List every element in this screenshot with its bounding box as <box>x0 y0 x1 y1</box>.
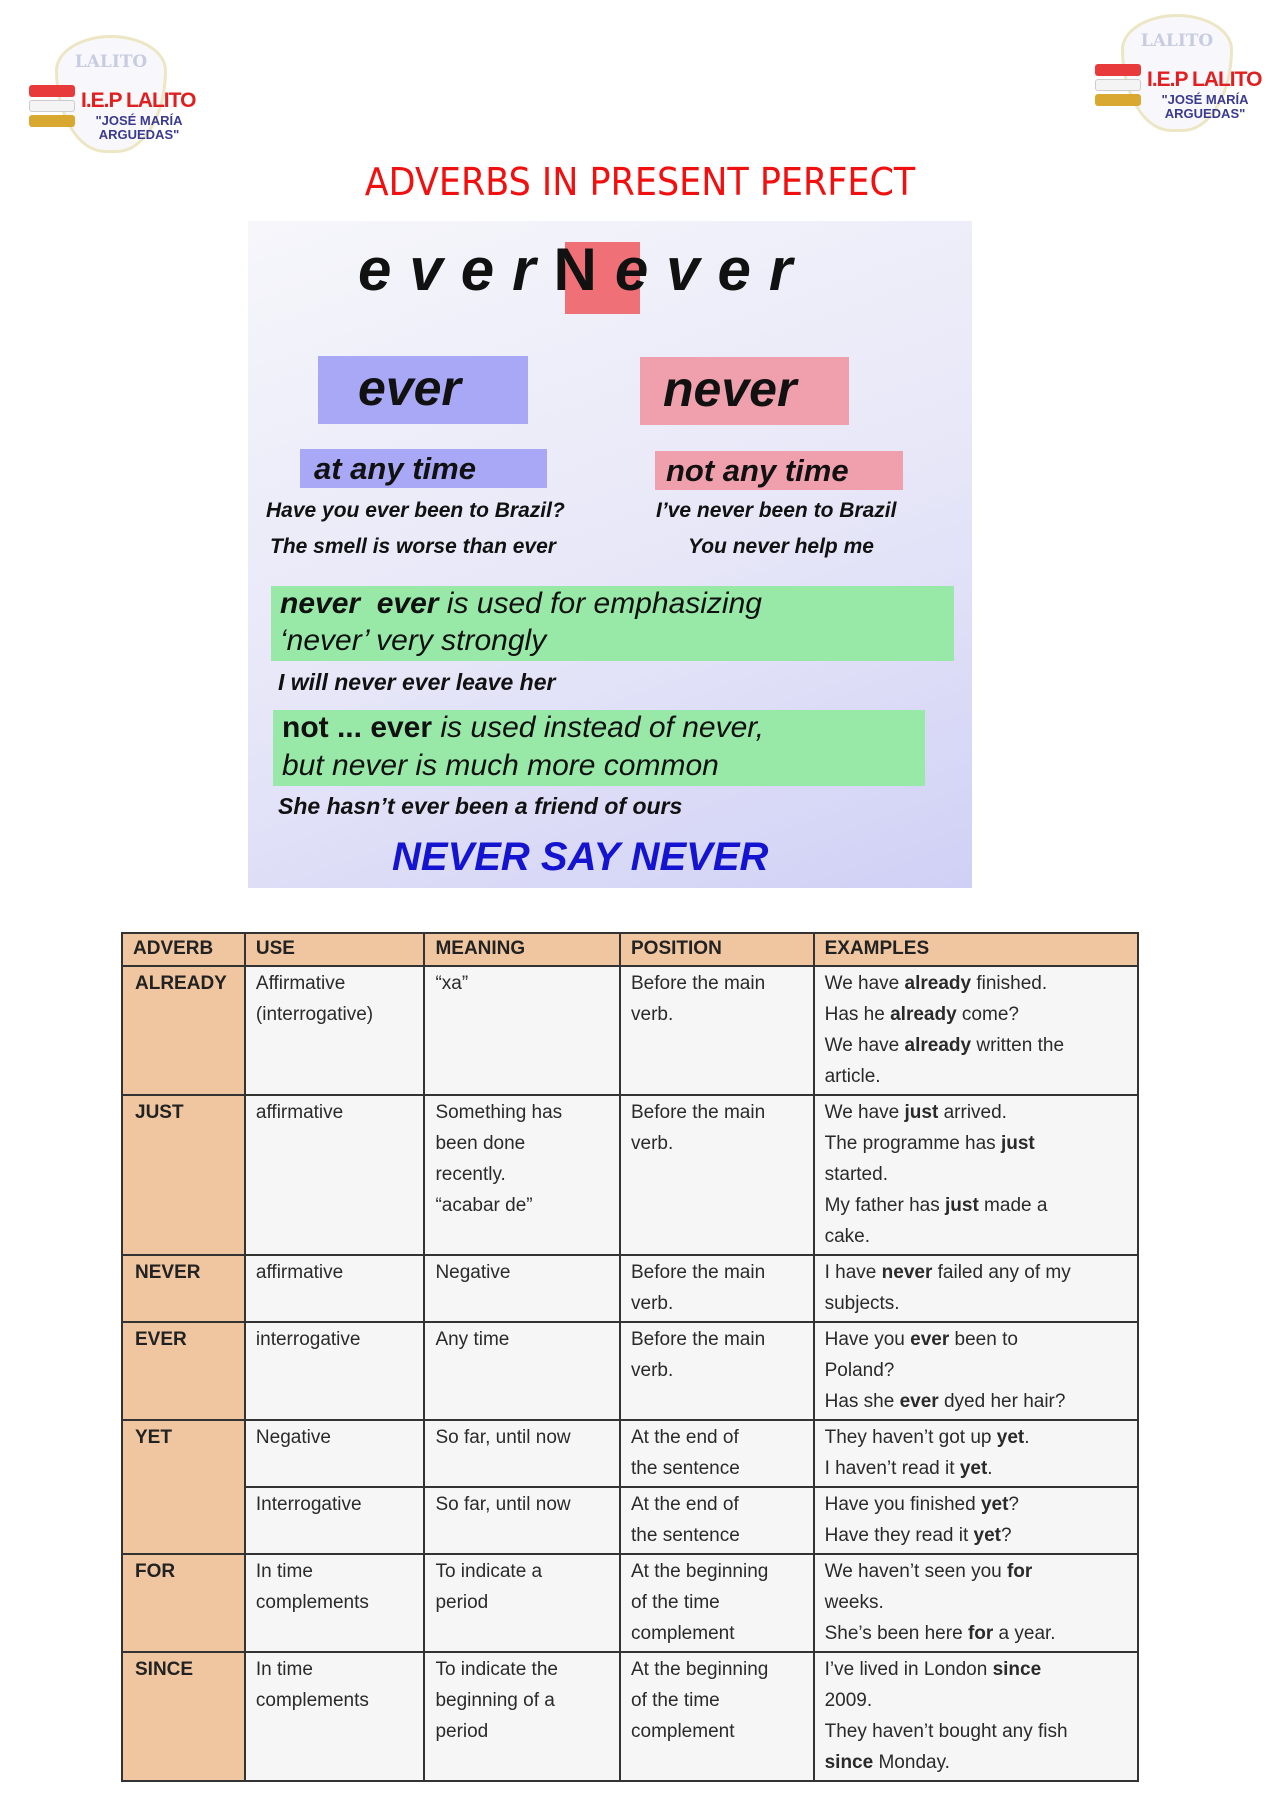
use-cell <box>245 1487 425 1554</box>
note-2-line-1 <box>282 711 764 745</box>
examples-line: I’ve lived in London since <box>824 1659 1042 1680</box>
note-1-bold: never ever <box>280 587 439 620</box>
logo-text: LALITO <box>1140 31 1214 51</box>
examples-line: They haven’t got up yet. <box>824 1427 1030 1448</box>
adverb-cell: NEVER <box>122 1255 245 1322</box>
use-line: affirmative <box>255 1262 344 1283</box>
examples-cell <box>814 1095 1138 1255</box>
position-line: verb. <box>631 1004 674 1025</box>
logo-text: LALITO <box>74 52 148 72</box>
use-line: (interrogative) <box>255 1004 374 1025</box>
table-row <box>122 1255 1138 1322</box>
meaning-cell <box>424 1652 620 1781</box>
meaning-line: Any time <box>435 1329 510 1350</box>
use-line: In time <box>255 1561 313 1582</box>
column-header: USE <box>245 933 425 966</box>
use-cell <box>245 1652 425 1781</box>
column-header: EXAMPLES <box>814 933 1138 966</box>
position-line: of the time <box>631 1690 720 1711</box>
examples-line: We have already finished. <box>824 973 1048 994</box>
table-row <box>122 1652 1138 1781</box>
examples-line: started. <box>824 1164 888 1185</box>
position-line: At the beginning <box>631 1659 769 1680</box>
table-row <box>122 1095 1138 1255</box>
use-line: interrogative <box>255 1329 361 1350</box>
logo-name: I.E.P LALITO <box>1147 68 1262 91</box>
examples-cell <box>814 1420 1138 1487</box>
poster-headline <box>358 235 810 304</box>
meaning-line: So far, until now <box>435 1494 571 1515</box>
examples-line: subjects. <box>824 1293 900 1314</box>
meaning-line: period <box>435 1721 489 1742</box>
logo-name: I.E.P LALITO <box>81 89 196 112</box>
meaning-cell <box>424 1322 620 1420</box>
meaning-cell <box>424 966 620 1095</box>
meaning-cell <box>424 1487 620 1554</box>
position-cell <box>620 1652 814 1781</box>
note-2-example: She hasn’t ever been a friend of ours <box>278 793 683 819</box>
meaning-line: period <box>435 1592 489 1613</box>
use-cell <box>245 1255 425 1322</box>
position-line: Before the main <box>631 1262 766 1283</box>
position-cell <box>620 1255 814 1322</box>
use-line: Affirmative <box>255 973 346 994</box>
school-logo-left <box>21 35 197 153</box>
adverb-cell: SINCE <box>122 1652 245 1781</box>
column-header: MEANING <box>424 933 620 966</box>
examples-cell <box>814 966 1138 1095</box>
examples-line: Has he already come? <box>824 1004 1019 1025</box>
examples-line: We have already written the <box>824 1035 1065 1056</box>
ever-label: ever <box>358 360 461 416</box>
meaning-line: To indicate the <box>435 1659 558 1680</box>
ever-example-2: The smell is worse than ever <box>270 535 556 558</box>
use-line: affirmative <box>255 1102 344 1123</box>
headline-left: ever <box>358 236 554 303</box>
meaning-line: To indicate a <box>435 1561 543 1582</box>
meaning-line: been done <box>435 1133 526 1154</box>
examples-line: 2009. <box>824 1690 873 1711</box>
headline-n: N <box>553 236 615 303</box>
table-row <box>122 1487 1138 1554</box>
use-cell <box>245 1420 425 1487</box>
use-cell <box>245 1554 425 1652</box>
position-cell <box>620 1487 814 1554</box>
use-cell <box>245 1322 425 1420</box>
use-line: complements <box>255 1592 369 1613</box>
headline-right: ever <box>614 236 811 303</box>
note-2-line-2: but never is much more common <box>282 749 719 782</box>
page-title: ADVERBS IN PRESENT PERFECT <box>364 160 916 204</box>
never-meaning: not any time <box>666 453 849 488</box>
position-cell <box>620 966 814 1095</box>
adverb-cell: JUST <box>122 1095 245 1255</box>
examples-line: cake. <box>824 1226 871 1247</box>
examples-line: I have never failed any of my <box>824 1262 1071 1283</box>
school-logo-right <box>1087 14 1263 132</box>
meaning-cell <box>424 1554 620 1652</box>
adverbs-table <box>121 932 1139 1782</box>
position-line: verb. <box>631 1293 674 1314</box>
examples-line: She’s been here for a year. <box>824 1623 1056 1644</box>
position-line: Before the main <box>631 973 766 994</box>
examples-cell <box>814 1652 1138 1781</box>
never-example-1: I’ve never been to Brazil <box>656 499 897 522</box>
position-line: verb. <box>631 1133 674 1154</box>
meaning-line: “acabar de” <box>435 1195 533 1216</box>
position-line: the sentence <box>631 1458 740 1479</box>
table-row <box>122 966 1138 1095</box>
examples-cell <box>814 1255 1138 1322</box>
position-line: Before the main <box>631 1329 766 1350</box>
examples-line: Has she ever dyed her hair? <box>824 1391 1066 1412</box>
table-header-row <box>122 933 1138 966</box>
table-row <box>122 1420 1138 1487</box>
ever-meaning: at any time <box>314 451 476 486</box>
adverb-cell: EVER <box>122 1322 245 1420</box>
position-line: At the end of <box>631 1427 739 1448</box>
position-line: Before the main <box>631 1102 766 1123</box>
examples-line: since Monday. <box>824 1752 950 1773</box>
note-1-rest: is used for emphasizing <box>438 587 762 620</box>
examples-line: We haven’t seen you for <box>824 1561 1033 1582</box>
position-line: verb. <box>631 1360 674 1381</box>
examples-line: Have you ever been to <box>824 1329 1018 1350</box>
column-header: ADVERB <box>122 933 245 966</box>
note-1-example: I will never ever leave her <box>278 669 556 695</box>
use-cell <box>245 966 425 1095</box>
examples-line: Have you finished yet? <box>824 1494 1019 1515</box>
meaning-cell <box>424 1255 620 1322</box>
ever-never-poster <box>248 221 972 888</box>
logo-sub: "JOSÉ MARÍA ARGUEDAS" <box>1161 92 1249 121</box>
use-line: In time <box>255 1659 313 1680</box>
examples-line: The programme has just <box>824 1133 1035 1154</box>
position-line: complement <box>631 1721 735 1742</box>
meaning-cell <box>424 1095 620 1255</box>
meaning-line: “xa” <box>435 973 469 994</box>
examples-cell <box>814 1487 1138 1554</box>
examples-line: Poland? <box>824 1360 895 1381</box>
meaning-line: Something has <box>435 1102 563 1123</box>
position-line: of the time <box>631 1592 720 1613</box>
examples-line: They haven’t bought any fish <box>824 1721 1068 1742</box>
examples-line: Have they read it yet? <box>824 1525 1012 1546</box>
adverb-cell: ALREADY <box>122 966 245 1095</box>
examples-cell <box>814 1554 1138 1652</box>
examples-line: I haven’t read it yet. <box>824 1458 993 1479</box>
adverb-cell: YET <box>122 1420 245 1554</box>
never-example-2: You never help me <box>688 535 874 558</box>
position-cell <box>620 1322 814 1420</box>
position-cell <box>620 1095 814 1255</box>
examples-line: weeks. <box>824 1592 884 1613</box>
use-line: Negative <box>255 1427 331 1448</box>
note-1-line-1 <box>280 587 762 621</box>
note-2-bold: not ... ever <box>282 711 433 744</box>
use-line: Interrogative <box>255 1494 362 1515</box>
use-cell <box>245 1095 425 1255</box>
position-line: the sentence <box>631 1525 740 1546</box>
examples-line: We have just arrived. <box>824 1102 1007 1123</box>
books-icon <box>29 85 75 135</box>
position-cell <box>620 1420 814 1487</box>
slogan: NEVER SAY NEVER <box>392 835 769 879</box>
position-cell <box>620 1554 814 1652</box>
examples-line: My father has just made a <box>824 1195 1048 1216</box>
adverb-cell: FOR <box>122 1554 245 1652</box>
use-line: complements <box>255 1690 369 1711</box>
meaning-line: recently. <box>435 1164 506 1185</box>
meaning-cell <box>424 1420 620 1487</box>
examples-line: article. <box>824 1066 881 1087</box>
logo-sub: "JOSÉ MARÍA ARGUEDAS" <box>95 113 183 142</box>
position-line: At the end of <box>631 1494 739 1515</box>
meaning-line: Negative <box>435 1262 511 1283</box>
examples-cell <box>814 1322 1138 1420</box>
position-line: At the beginning <box>631 1561 769 1582</box>
meaning-line: beginning of a <box>435 1690 555 1711</box>
never-label: never <box>663 361 797 417</box>
note-1-line-2: ‘never’ very strongly <box>280 624 547 657</box>
note-2-rest: is used instead of never, <box>432 711 764 744</box>
column-header: POSITION <box>620 933 814 966</box>
table-row <box>122 1554 1138 1652</box>
table-row <box>122 1322 1138 1420</box>
books-icon <box>1095 64 1141 114</box>
ever-example-1: Have you ever been to Brazil? <box>266 499 565 522</box>
position-line: complement <box>631 1623 735 1644</box>
meaning-line: So far, until now <box>435 1427 571 1448</box>
